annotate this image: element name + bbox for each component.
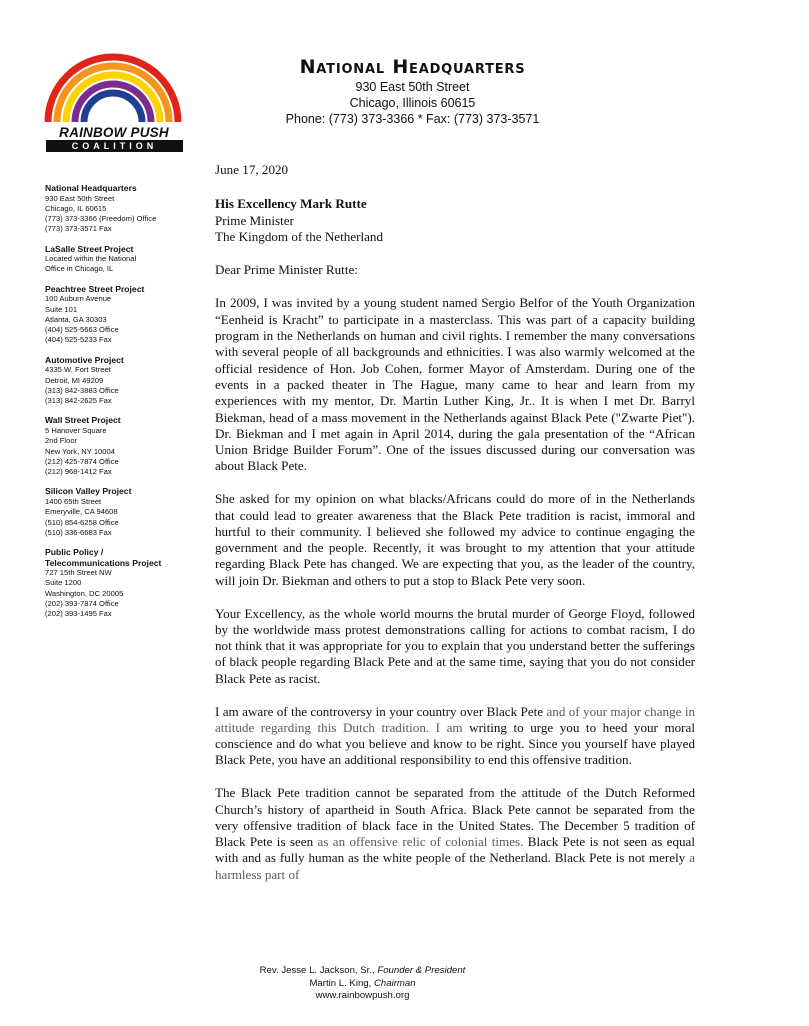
office-title: LaSalle Street Project: [45, 243, 134, 254]
office-line: (510) 336-6683 Fax: [45, 527, 112, 537]
office-block: [45, 183, 195, 235]
office-line: Suite 1200: [45, 578, 82, 588]
office-line: Chicago, IL 60615: [45, 203, 107, 213]
chairman-name: Martin L. King,: [309, 977, 374, 989]
office-line: 727 15th Street NW: [45, 568, 112, 578]
letterhead-city: Chicago, Illinois 60615: [349, 96, 476, 110]
office-title: National Headquarters: [45, 183, 137, 193]
paragraph-4-part-a: I am aware of the controversy in your country over Black Pete: [215, 703, 547, 719]
salutation: Dear Prime Minister Rutte:: [215, 262, 358, 278]
logo-coalition-band: COALITION: [46, 140, 183, 152]
footer-founder: [230, 965, 495, 978]
office-title: Peachtree Street Project: [45, 283, 145, 294]
office-title: Wall Street Project: [45, 415, 121, 426]
office-line: 2nd Floor: [45, 436, 78, 446]
letter-footer: [230, 965, 495, 1003]
paragraph-3: Your Excellency, as the whole world mourns the brutal murder of George Floyd, followed by the worldwide mass protest demonstrations calling for actions to combat racism, I do not think that it was appropriate for you to explain that you understand better the sufferings of black people regarding Black Pete and at the same time, saying that you do not consider Black Pete as racist.: [215, 605, 695, 686]
office-line: (404) 525-5663 Office: [45, 325, 119, 335]
recipient-name: His Excellency Mark Rutte: [215, 196, 367, 212]
letter-body: [215, 162, 695, 883]
letterhead-phone: Phone: (773) 373-3366 * Fax: (773) 373-3571: [285, 112, 540, 126]
paragraph-4-part-b: and of your major change in attitude regarding this Dutch tradition. I am: [215, 703, 696, 735]
office-line: Office in Chicago, IL: [45, 264, 114, 274]
rainbow-arc-icon: [40, 52, 186, 132]
founder-role: Founder & President: [377, 965, 466, 976]
office-line: (202) 393-7874 Office: [45, 599, 119, 609]
paragraph-5-part-a: The Black Pete tradition cannot be separated from the attitude of the Dutch Reformed Church’s history of apartheid in South Africa. Black Pete cannot be separated from the very offensive tradition of black face in the United States. The December 5 tradition of Black Pete is seen: [215, 785, 695, 850]
office-line: Detroit, MI 49209: [45, 375, 104, 385]
paragraph-4: [215, 704, 695, 769]
office-line: Emeryville, CA 94608: [45, 507, 118, 517]
office-line: 100 Auburn Avenue: [45, 294, 112, 304]
office-directory: [45, 183, 195, 629]
letterhead: [240, 55, 585, 127]
footer-website: www.rainbowpush.org: [315, 990, 410, 1001]
office-line: 930 East 50th Street: [45, 193, 115, 203]
office-block: [45, 415, 195, 477]
office-line: (313) 842-2625 Fax: [45, 396, 112, 406]
letterhead-title: National Headquarters: [299, 56, 526, 78]
office-block: [45, 284, 195, 346]
office-line: (773) 373-3571 Fax: [45, 224, 112, 234]
office-line: (313) 842-3883 Office: [45, 385, 119, 395]
office-line: (773) 373-3366 (Freedom) Office: [45, 214, 157, 224]
office-block: [45, 355, 195, 407]
office-block: [45, 486, 195, 538]
recipient-title: Prime Minister: [215, 212, 294, 228]
office-line: Located within the National: [45, 254, 137, 264]
rainbow-push-logo: [40, 52, 186, 152]
office-line: Suite 101: [45, 304, 78, 314]
office-line: (202) 393-1495 Fax: [45, 609, 112, 619]
office-title: Public Policy / Telecommunications Project: [45, 547, 162, 568]
office-line: New York, NY 10004: [45, 446, 115, 456]
paragraph-5-part-d: a harmless part of: [215, 850, 695, 882]
office-title: Automotive Project: [45, 354, 124, 365]
office-line: (510) 854-6258 Office: [45, 517, 119, 527]
chairman-role: Chairman: [373, 977, 416, 989]
office-line: 4335 W. Fort Street: [45, 365, 111, 375]
paragraph-5-part-c: Black Pete is not seen as equal with and as fully human as the white people of the Netherland. Black Pete is not merely: [215, 834, 696, 866]
office-block: [45, 547, 195, 619]
office-title: Silicon Valley Project: [45, 486, 132, 497]
paragraph-2: She asked for my opinion on what blacks/Africans could do more of in the Netherlands that could lead to greater awareness that the Black Pete tradition is racist, immoral and hurtful to their community. I believed she followed my advice to continue engaging the government and the people. Recently, it was brought to my attention that your attitude regarding Black Pete has changed. We are expecting that you, as the leader of the country, will join Dr. Biekman and others to put a stop to Black Pete very soon.: [215, 491, 695, 588]
office-line: 5 Hanover Square: [45, 425, 107, 435]
office-line: Atlanta, GA 30303: [45, 314, 107, 324]
letterhead-street: 930 East 50th Street: [355, 80, 470, 94]
recipient-block: [215, 196, 695, 245]
paragraph-5-part-b: as an offensive relic of colonial times.: [317, 834, 524, 850]
paragraph-1: In 2009, I was invited by a young student named Sergio Belfor of the Youth Organization “Eenheid is Kracht” to participate in a masterclass. This was part of a capacity building program in the Netherlands on human and civil rights. I remember the many conversations with several people of all backgrounds and ethnicities. I was also warmly welcomed at the official residence of Hon. Job Cohen, former Mayor of Amsterdam. During one of the events in a packed theater in The Hague, many came to hear and learn from my experiences with my mentor, Dr. Martin Luther King, Jr.. It is when I met Dr. Barryl Biekman, head of a mass movement in the Netherlands against Black Pete ("Zwarte Piet"). Dr. Biekman and I met again in April 2014, during the gala presentation of the “African Union Bridge Builder Forum”. One of the issues discussed during our conversation was about Black Pete.: [215, 295, 695, 474]
office-block: [45, 244, 195, 275]
office-line: Washington, DC 20005: [45, 588, 124, 598]
letter-date: June 17, 2020: [215, 162, 289, 177]
office-line: (212) 968-1412 Fax: [45, 467, 112, 477]
paragraph-5: [215, 785, 695, 883]
logo-wordmark: RAINBOW PUSH: [59, 125, 169, 140]
recipient-country: The Kingdom of the Netherland: [215, 228, 383, 244]
paragraph-4-part-c: writing to urge you to heed your moral conscience and do what you believe and know to be right. Since you yourself have played Black Pete, you have an additional responsibility to end this offensive tradition.: [215, 719, 695, 768]
office-line: (404) 525-5233 Fax: [45, 335, 112, 345]
office-line: 1400 65th Street: [45, 496, 102, 506]
office-line: (212) 425-7874 Office: [45, 456, 119, 466]
footer-chairman: [230, 978, 495, 991]
founder-name: Rev. Jesse L. Jackson, Sr.,: [259, 965, 378, 976]
